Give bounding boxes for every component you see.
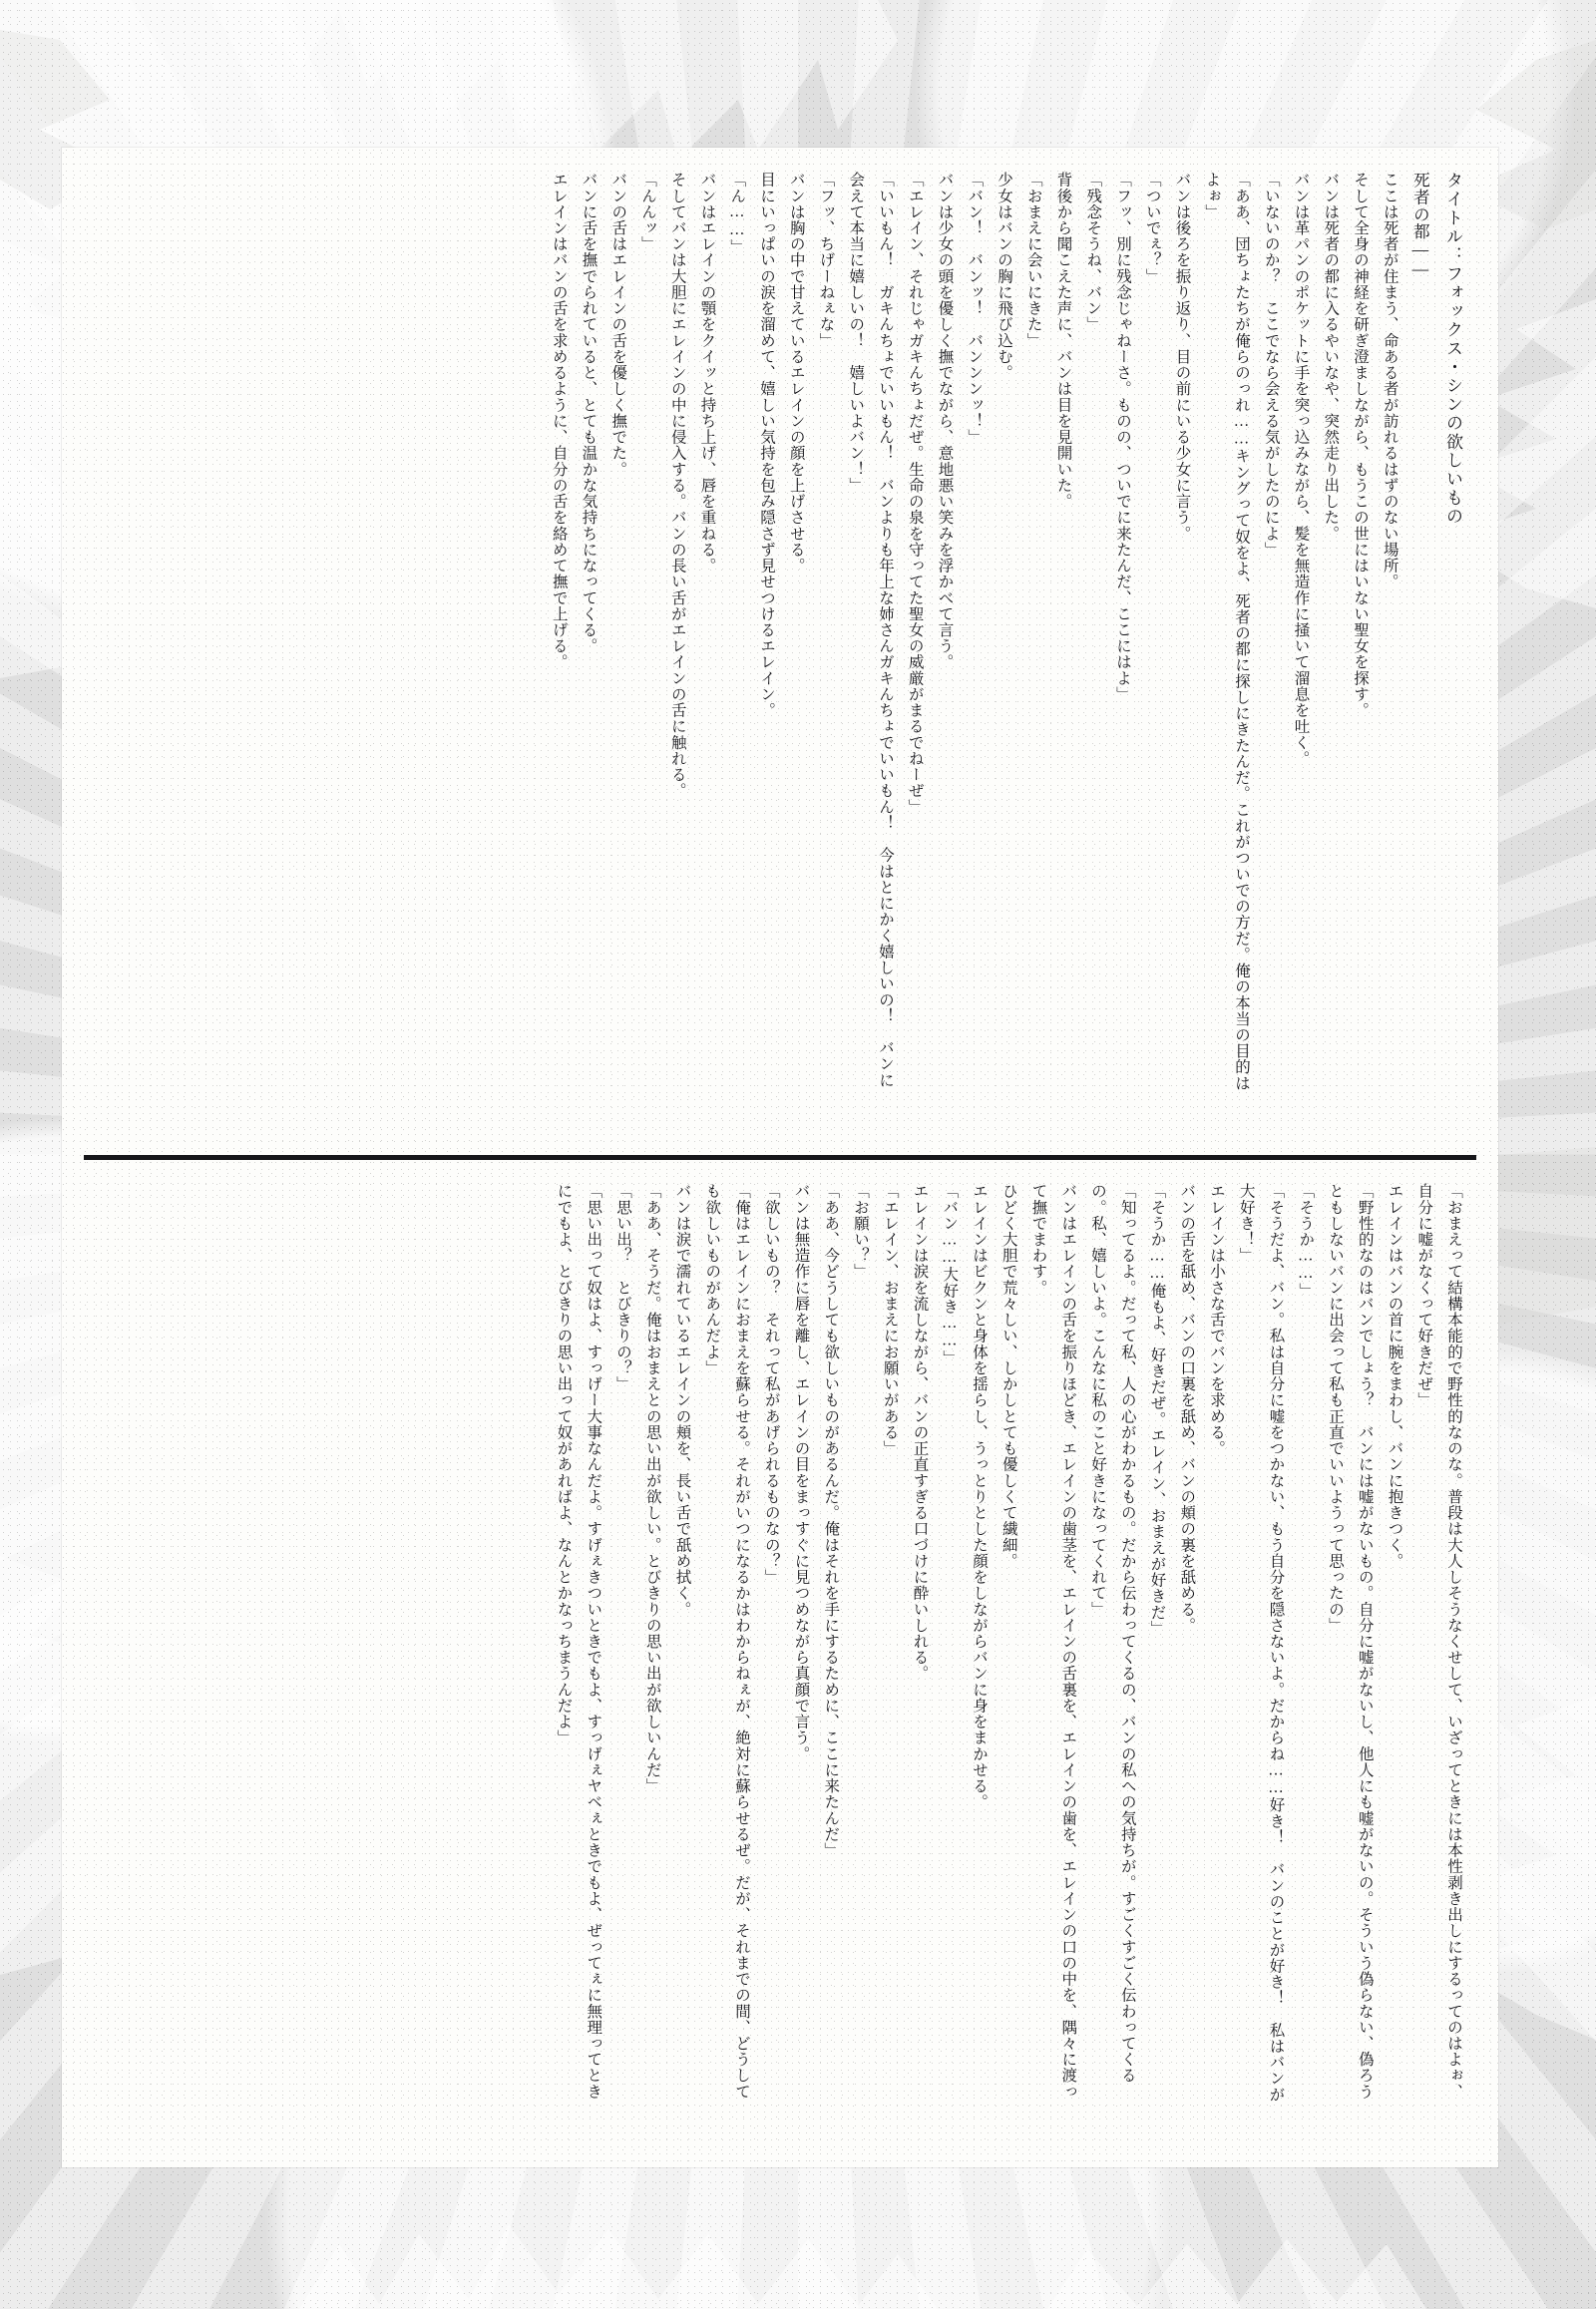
paragraph-bottom-3: 「そうか……」 (1297, 1183, 1315, 1299)
paragraph-bottom-1: エレインはバンの首に腕をまわし、バンに抱きつく。 (1386, 1183, 1403, 1569)
paragraph-top-12: 「おまえに会いにきた」 (1024, 172, 1042, 349)
paragraph-bottom-2: 「野性的なのはバンでしょう？ バンには嘘がないもの。自分に嘘がないし、他人にも嘘がないの。そういう偽らない、偽ろうともしないバンに出会って私も正直でいいようって思ったの」 (1327, 1183, 1374, 2100)
paragraph-bottom-10: ひどく大胆で荒々しい、しかしとても優しくて繊細。 (999, 1183, 1017, 1569)
story-title: タイトル：フォックス・シンの欲しいもの (1443, 172, 1462, 527)
paragraph-top-5: 「いないのか？ ここでなら会える気がしたのによ」 (1262, 172, 1280, 558)
paragraph-bottom-9: バンはエレインの舌を振りほどき、エレインの歯茎を、エレインの舌裏を、エレインの歯を、エレインの口の中を、隅々に渡って撫でまわす。 (1029, 1183, 1077, 2100)
paragraph-top-21: 「ん……」 (728, 172, 746, 255)
paragraph-bottom-20: バンは涙で濡れているエレインの頬を、長い舌で舐め拭く。 (673, 1183, 691, 1618)
paragraph-top-19: バンは胸の中で甘えているエレインの顔を上げさせる。 (787, 172, 805, 574)
paragraph-bottom-14: 「エレイン、おまえにお願いがある」 (881, 1183, 899, 1457)
top-text-block (92, 172, 1468, 1129)
paragraph-top-14: 「バン！ バンッ！ バンンンッ！」 (966, 172, 984, 446)
paragraph-top-2: そして全身の神経を研ぎ澄ましながら、もうこの世にはいない聖女を探す。 (1351, 172, 1369, 719)
bottom-text-block (92, 1183, 1468, 2132)
paragraph-top-22: バンはエレインの顎をクイッと持ち上げ、唇を重ねる。 (698, 172, 716, 574)
paragraph-top-13: 少女はバンの胸に飛び込む。 (995, 172, 1012, 381)
paragraph-top-27: エレインはバンの舌を求めるように、自分の舌を絡めて撫で上げる。 (550, 172, 568, 670)
paragraph-top-17: 「いいもん！ ガキんちょでいいもん！ バンよりも年上な姉さんガキんちょでいいもん！ 今はとにかく嬉しいの！ バンに会えて本当に嬉しいの！ 嬉しいよバン！」 (847, 172, 894, 1088)
paragraph-bottom-8: 「知ってるよ。だって私、人の心がわかるもの。だから伝わってくるの、バンの私への気持ちが。すごくすごく伝わってくるの。私、嬉しいよ。こんなに私のこと好きになってくれて」 (1089, 1183, 1136, 2084)
paragraph-top-10: 「残念そうね、バン」 (1084, 172, 1102, 333)
paragraph-bottom-12: 「バン……大好き……」 (941, 1183, 959, 1366)
paragraph-bottom-17: バンは無造作に唇を離し、エレインの目をまっすぐに見つめながら真顔で言う。 (792, 1183, 810, 1762)
paragraph-bottom-0: 「おまえって結構本能的で野性的なのな。普段は大人しそうなくせして、いざってときには本性剥き出しにするってのはよぉ、自分に嘘がなくって好きだぜ」 (1415, 1183, 1462, 2100)
paragraph-top-3: バンは死者の都に入るやいなや、突然走り出した。 (1322, 172, 1340, 542)
paragraph-top-20: 目にいっぱいの涙を溜めて、嬉しい気持を包み隠さず見せつけるエレイン。 (757, 172, 775, 719)
paragraph-top-11: 背後から聞こえた声に、バンは目を見開いた。 (1054, 172, 1072, 510)
paragraph-bottom-6: バンの舌を舐め、バンの口裏を舐め、バンの頬の裏を舐める。 (1178, 1183, 1196, 1634)
paragraph-top-9: 「フッ、別に残念じゃねーさ。ものの、ついでに来たんだ、ここにはよ」 (1113, 172, 1131, 702)
paragraph-top-4: バンは革パンのポケットに手を突っ込みながら、髪を無造作に掻いて溜息を吐く。 (1292, 172, 1310, 767)
paragraph-bottom-11: エレインはビクンと身体を揺らし、うっとりとした顔をしながらバンに身をまかせる。 (971, 1183, 988, 1810)
paragraph-top-23: そしてバンは大胆にエレインの中に侵入する。バンの長い舌がエレインの舌に触れる。 (668, 172, 686, 799)
paragraph-top-8: 「ついでぇ？」 (1143, 172, 1161, 284)
story-page-panel (62, 148, 1498, 2167)
paragraph-top-1: ここは死者が住まう、命ある者が訪れるはずのない場所。 (1381, 172, 1398, 590)
paragraph-bottom-7: 「そうか……俺もよ、好きだぜ。エレイン、おまえが好きだ」 (1148, 1183, 1166, 1637)
paragraph-top-7: バンは後ろを振り返り、目の前にいる少女に言う。 (1173, 172, 1191, 542)
paragraph-bottom-16: 「ああ、今どうしても欲しいものがあるんだ。俺はそれを手にするために、ここに来たんだ」 (822, 1183, 840, 1859)
paragraph-bottom-19: 「俺はエレインにおまえを蘇らせる。それがいつになるかはわからねぇが、絶対に蘇らせるぜ。だが、それまでの間、どうしても欲しいものがあんだよ」 (703, 1183, 750, 2100)
paragraph-top-6: 「ああ、団ちょたちが俺らのっれ……キングって奴をよ、死者の都に探しにきたんだ。これがついでの方だ。俺の本当の目的はよぉ」 (1203, 172, 1250, 1091)
panel-inner (62, 148, 1498, 2167)
paragraph-bottom-21: 「ああ、そうだ。俺はおまえとの思い出が欲しい。とびきりの思い出が欲しいんだ」 (643, 1183, 661, 1794)
bottom-vertical-text (92, 1183, 1468, 2106)
paragraph-top-25: バンの舌はエレインの舌を優しく撫でた。 (609, 172, 627, 478)
paragraph-top-16: 「エレイン、それじゃガキんちょだぜ。生命の泉を守ってた聖女の威厳がまるでねーぜ」 (906, 172, 924, 815)
paragraph-top-15: バンは少女の頭を優しく撫でながら、意地悪い笑みを浮かべて言う。 (936, 172, 954, 670)
paragraph-top-0: 死者の都—— (1410, 172, 1430, 279)
paragraph-top-18: 「フッ、ちげーねぇな」 (817, 172, 835, 349)
paragraph-bottom-22: 「思い出？ とびきりの？」 (614, 1183, 631, 1392)
paragraph-bottom-15: 「お願い？」 (852, 1183, 869, 1280)
paragraph-bottom-4: 「そうだよ、バン。私は自分に嘘をつかない、もう自分を隠さないよ。だからね……好き！ バンのことが好き！ 私はバンが大好き！」 (1237, 1183, 1285, 2103)
paragraph-bottom-23: 「思い出って奴はよ、すっげー大事なんだよ。すげぇきついときでもよ、すっげぇヤベぇときでもよ、ぜってぇに無理ってときにでもよ、とびきりの思い出って奴があればよ、なんとかなっちまうんだよ」 (555, 1183, 602, 2100)
paragraph-bottom-13: エレインは涙を流しながら、バンの正直すぎる口づけに酔いしれる。 (911, 1183, 929, 1682)
paragraph-bottom-18: 「欲しいもの？ それって私があげられるものなの？」 (762, 1183, 780, 1585)
paragraph-top-26: バンに舌を撫でられていると、とても温かな気持ちになってくる。 (580, 172, 598, 654)
section-divider (84, 1155, 1476, 1160)
paragraph-bottom-5: エレインは小さな舌でバンを求める。 (1208, 1183, 1225, 1457)
top-vertical-text (92, 172, 1468, 1099)
paragraph-top-24: 「んんッ」 (638, 172, 656, 252)
